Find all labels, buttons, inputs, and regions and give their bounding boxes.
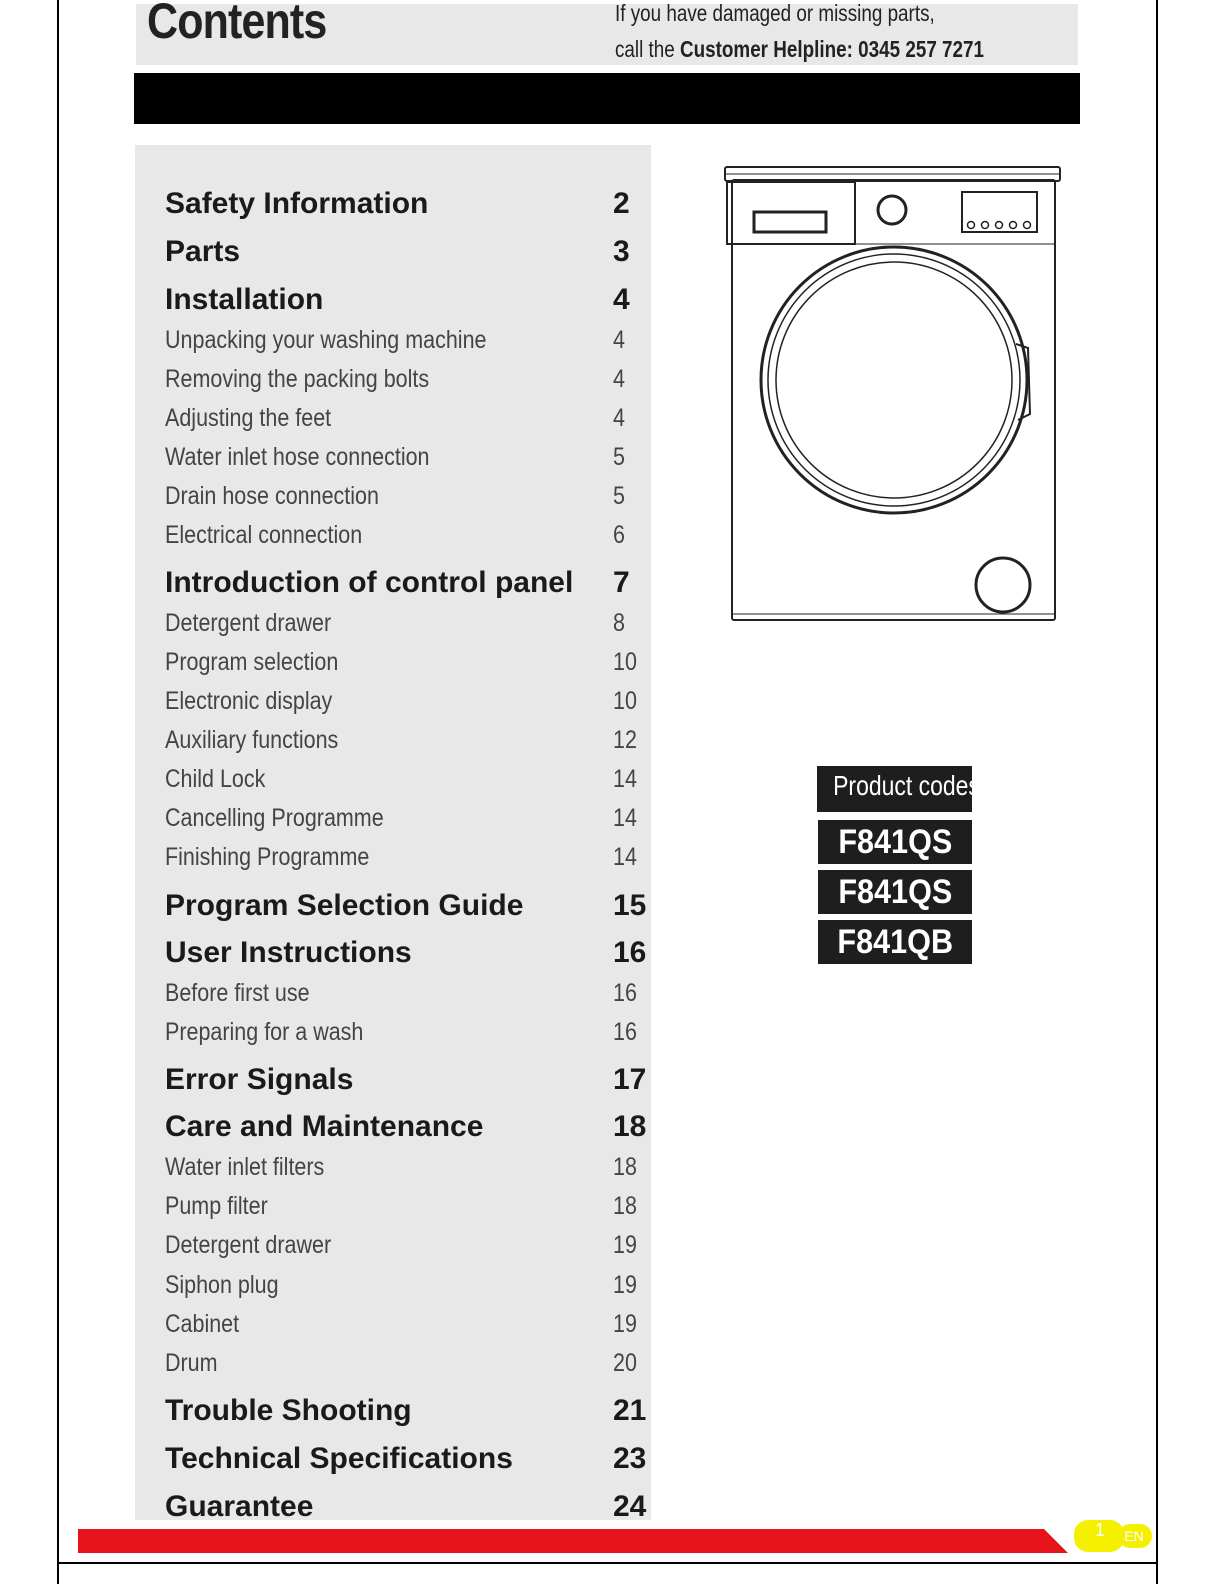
toc-page-number: 4 <box>613 326 625 354</box>
helpline-prefix: call the <box>615 36 680 62</box>
toc-page-number: 5 <box>613 443 625 471</box>
helpline-number: Customer Helpline: 0345 257 7271 <box>679 36 985 62</box>
pump-filter-cap <box>976 558 1030 612</box>
toc-label: Electronic display <box>165 687 333 715</box>
toc-label: Technical Specifications <box>165 1442 513 1475</box>
toc-label: Drum <box>165 1349 218 1377</box>
toc-label: Guarantee <box>165 1490 314 1523</box>
toc-page-number: 23 <box>613 1442 647 1475</box>
program-dial-icon <box>878 196 906 224</box>
page-frame-left <box>57 0 59 1584</box>
toc-label: Installation <box>165 283 324 316</box>
toc-label: Care and Maintenance <box>165 1110 484 1143</box>
toc-label: Parts <box>165 235 241 268</box>
toc-page-number: 18 <box>613 1110 647 1143</box>
header-black-bar <box>134 73 1080 124</box>
toc-page-number: 19 <box>613 1310 637 1338</box>
toc-page-number: 5 <box>613 482 625 510</box>
display-panel <box>962 192 1037 232</box>
door-outer <box>761 247 1027 513</box>
drawer-handle <box>754 212 826 232</box>
toc-label: Siphon plug <box>165 1271 279 1299</box>
toc-label: Safety Information <box>165 187 429 220</box>
button-icon <box>982 222 989 229</box>
helpline-line2 <box>615 36 984 63</box>
toc-page-number: 10 <box>613 648 637 676</box>
toc-page-number: 18 <box>613 1192 637 1220</box>
toc-page-number: 16 <box>613 1018 637 1046</box>
language-code: EN <box>1124 1528 1144 1544</box>
page-badge <box>1074 1518 1154 1554</box>
toc-page-number: 6 <box>613 521 625 549</box>
toc-page-number: 14 <box>613 843 637 871</box>
toc-label: Program selection <box>165 648 339 676</box>
toc-label: Detergent drawer <box>165 1231 332 1259</box>
toc-label: Trouble Shooting <box>165 1394 412 1427</box>
toc-label: Auxiliary functions <box>165 726 339 754</box>
toc-label: Water inlet hose connection <box>165 443 430 471</box>
washing-machine-illustration <box>720 162 1065 627</box>
toc-label: Before first use <box>165 979 310 1007</box>
button-icon <box>968 222 975 229</box>
helpline-line1: If you have damaged or missing parts, <box>615 0 935 26</box>
toc-label: Detergent drawer <box>165 609 332 637</box>
toc-page-number: 14 <box>613 804 637 832</box>
toc-label: Program Selection Guide <box>165 889 524 922</box>
toc-page-number: 4 <box>613 283 630 316</box>
toc-page-number: 18 <box>613 1153 637 1181</box>
toc-label: Pump filter <box>165 1192 268 1220</box>
toc-page-number: 16 <box>613 979 637 1007</box>
footer-red-bar <box>78 1529 1068 1553</box>
toc-label: Water inlet filters <box>165 1153 325 1181</box>
product-codes-label: Product codes <box>817 766 972 812</box>
toc-label: Adjusting the feet <box>165 404 332 432</box>
door-ring <box>768 254 1020 506</box>
toc-label: Cabinet <box>165 1310 240 1338</box>
toc-page-number: 10 <box>613 687 637 715</box>
page-frame-right <box>1156 0 1158 1584</box>
toc-page-number: 2 <box>613 187 630 220</box>
toc-page-number: 19 <box>613 1271 637 1299</box>
toc-label: Cancelling Programme <box>165 804 384 832</box>
toc-label: Introduction of control panel <box>165 566 574 599</box>
toc-page-number: 14 <box>613 765 637 793</box>
toc-label: Child Lock <box>165 765 266 793</box>
toc-label: Unpacking your washing machine <box>165 326 487 354</box>
toc-page-number: 4 <box>613 404 625 432</box>
toc-page-number: 16 <box>613 936 647 969</box>
toc-page-number: 24 <box>613 1490 647 1523</box>
button-icon <box>1010 222 1017 229</box>
toc-page-number: 3 <box>613 235 630 268</box>
toc-page-number: 17 <box>613 1063 647 1096</box>
toc-page-number: 20 <box>613 1349 637 1377</box>
page-number: 1 <box>1094 1520 1106 1540</box>
door-glass <box>776 262 1012 498</box>
toc-label: Electrical connection <box>165 521 363 549</box>
button-icon <box>996 222 1003 229</box>
toc-page-number: 8 <box>613 609 625 637</box>
button-icon <box>1024 222 1031 229</box>
toc-page-number: 19 <box>613 1231 637 1259</box>
toc-label: Error Signals <box>165 1063 354 1096</box>
toc-label: User Instructions <box>165 936 412 969</box>
toc-label: Removing the packing bolts <box>165 365 430 393</box>
toc-label: Finishing Programme <box>165 843 370 871</box>
product-code: F841QB <box>818 920 972 964</box>
toc-page-number: 12 <box>613 726 637 754</box>
page-title: Contents <box>147 0 327 49</box>
product-code: F841QS <box>818 870 972 914</box>
toc-page-number: 21 <box>613 1394 647 1427</box>
toc-page-number: 7 <box>613 566 630 599</box>
product-code: F841QS <box>818 820 972 864</box>
toc-page-number: 15 <box>613 889 647 922</box>
toc-page-number: 4 <box>613 365 625 393</box>
toc-label: Drain hose connection <box>165 482 379 510</box>
page-frame-bottom <box>57 1562 1158 1564</box>
toc-label: Preparing for a wash <box>165 1018 364 1046</box>
